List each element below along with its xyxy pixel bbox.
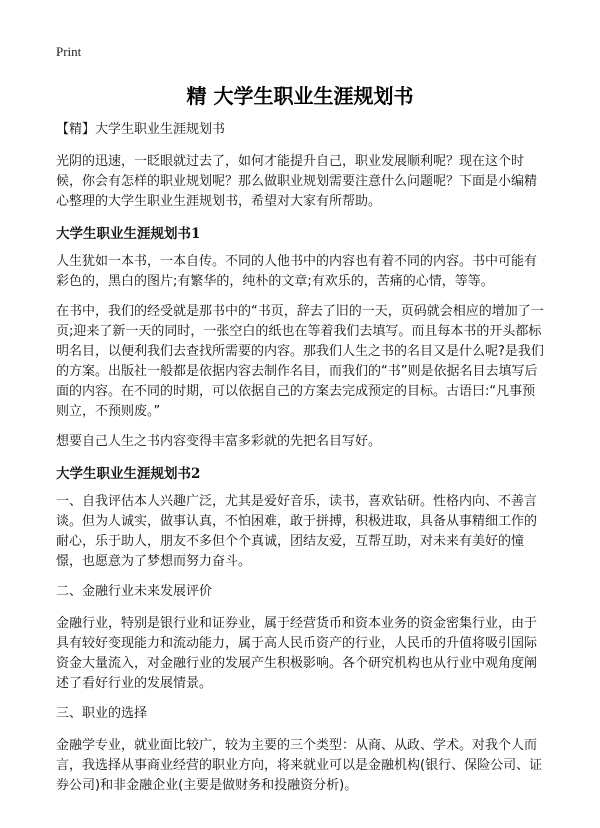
print-link[interactable]: Print (56, 44, 82, 59)
section2-label-2: 二、金融行业未来发展评价 (56, 584, 213, 599)
section2-heading: 大学生职业生涯规划书2 (56, 466, 201, 482)
section1-paragraph-1: 人生犹如一本书，一本自传。不同的人他书中的内容也有着不同的内容。书中可能有彩色的，黑白的图片;有繁华的，纯朴的文章;有欢乐的，苦痛的心情，等等。 (56, 254, 538, 289)
section1-heading: 大学生职业生涯规划书1 (56, 226, 201, 242)
intro-paragraph: 光阴的迅速，一眨眼就过去了，如何才能提升自己，职业发展顺利呢？现在这个时候，你会有怎样的职业规划呢？那么做职业规划需要注意什么问题呢？下面是小编精心整理的大学生职业生涯规划书，希望对大家有所帮助。 (56, 154, 538, 209)
section1-paragraph-3: 想要自己人生之书内容变得丰富多彩就的先把名目写好。 (56, 434, 382, 449)
section2-label-3: 三、职业的选择 (56, 706, 148, 721)
article-body (56, 120, 546, 806)
section2-paragraph-3: 金融学专业，就业面比较广，较为主要的三个类型：从商、从政、学术。对我个人而言，我选择从事商业经营的职业方向，将来就业可以是金融机构(银行、保险公司、证券公司)和非金融企业(主要是做财务和投融资分析)。 (56, 738, 543, 793)
article-subtitle: 【精】大学生职业生涯规划书 (56, 122, 226, 137)
page-title: 精 大学生职业生涯规划书 (186, 84, 414, 108)
section2-paragraph-1: 一、自我评估本人兴趣广泛，尤其是爱好音乐，读书，喜欢钻研。性格内向、不善言谈。但为人诚实，做事认真，不怕困难，敢于拼搏，积极进取，具备从事精细工作的耐心，乐于助人，朋友不多但个个真诚，团结友爱，互帮互助，对未来有美好的憧憬，也愿意为了梦想而努力奋斗。 (56, 494, 538, 569)
section2-paragraph-2: 金融行业，特别是银行业和证券业，属于经营货币和资本业务的资金密集行业，由于具有较好变现能力和流动能力，属于高人民币资产的行业，人民币的升值将吸引国际资金大量流入，对金融行业的发展产生积极影响。各个研究机构也从行业中观角度阐述了看好行业的发展情景。 (56, 616, 538, 691)
section1-paragraph-2: 在书中，我们的经受就是那书中的“书页，辞去了旧的一天，页码就会相应的增加了一页;迎来了新一天的同时，一张空白的纸也在等着我们去填写。而且每本书的开头都标明名目，以便利我们去查找所需要的内容。那我们人生之书的名目又是什么呢?是我们的方案。出版社一般都是依据内容去制作名目，而我们的“书”则是依据名目去填写后面的内容。在不同的时期，可以依据自己的方案去完成预定的目标。古语曰:“凡事预则立，不预则废。” (56, 304, 544, 419)
